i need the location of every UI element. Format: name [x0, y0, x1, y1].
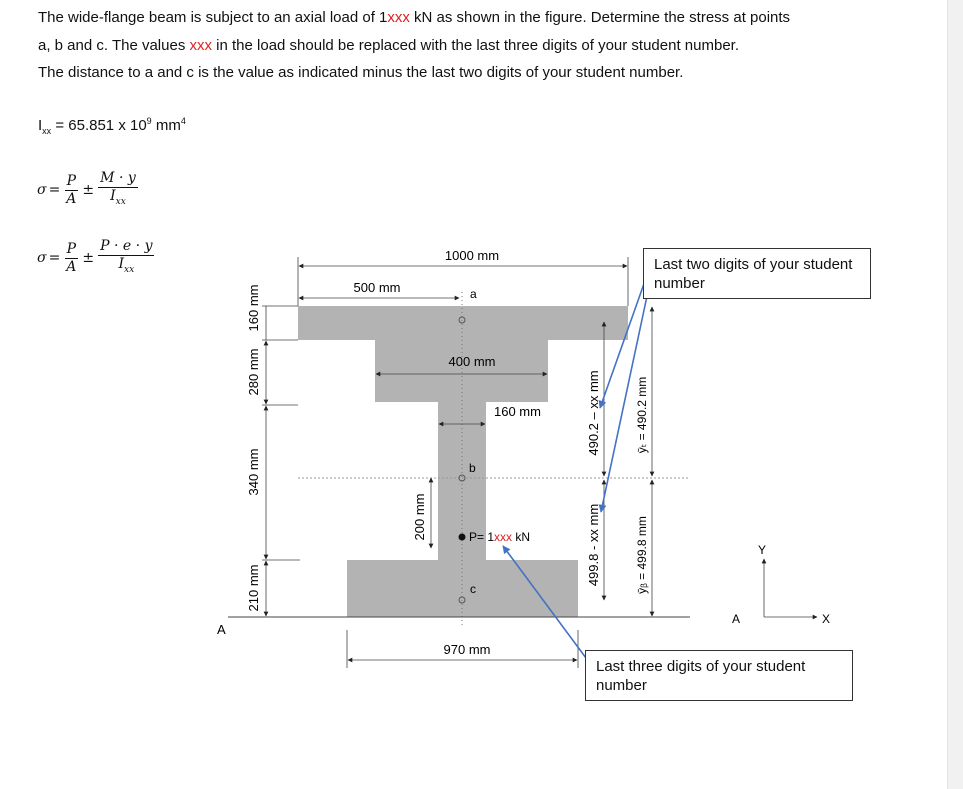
dim-160-left-label: 160 mm [246, 284, 261, 332]
callout-text-three-digits: Last three digits of your student number [596, 658, 806, 694]
point-c-label: c [470, 582, 476, 596]
reference-A-right: A [732, 612, 741, 626]
point-b-label: b [469, 461, 476, 475]
frac-num-p: P [66, 172, 77, 189]
ixx-value: = 65.851 x 10 [51, 117, 147, 134]
callout-box-two-digits [643, 248, 871, 299]
dim-200-label: 200 mm [412, 493, 427, 541]
frac-num-my: M · y [100, 170, 136, 186]
line2-text-b: in the load should be replaced with the last three digits of your student number. [212, 36, 739, 54]
y-axis-label: Y [758, 543, 767, 557]
ixx-sub: xx [42, 126, 52, 136]
frac-num-p: P [66, 240, 77, 257]
point-a-label: a [470, 287, 477, 301]
reference-A-left: A [217, 622, 226, 637]
line2-text-a: a, b and c. The values [38, 36, 190, 54]
dim-160-web-label: 160 mm [494, 404, 541, 419]
ixx-exp: 9 [146, 116, 152, 126]
wide-flange-beam-shape [298, 306, 628, 617]
dim-4998-xx-label: 499.8 - xx mm [586, 503, 601, 587]
ixx-i: I [38, 117, 43, 134]
frac-den-a: A [66, 190, 77, 207]
dim-yt-label: ȳₜ = 490.2 mm [635, 376, 649, 454]
dim-280-label: 280 mm [246, 348, 261, 396]
right-scrollbar-track[interactable] [947, 0, 963, 789]
line2-red-xxx: xxx [189, 36, 212, 54]
dim-500-label: 500 mm [353, 280, 401, 295]
frac-den-a: A [66, 258, 77, 275]
load-label-prefix: P= 1 [469, 530, 495, 544]
dim-4902-xx-label: 490.2 – xx mm [586, 370, 601, 456]
dim-210-label: 210 mm [246, 564, 261, 612]
load-point-marker [459, 534, 466, 541]
load-label-suffix: kN [512, 530, 531, 544]
plus-minus-sign: ± [82, 182, 95, 199]
sigma-symbol: σ [37, 250, 47, 267]
line1-red-xxx: xxx [387, 9, 410, 26]
load-label [469, 530, 530, 544]
callout-text-two-digits: Last two digits of your student number [654, 256, 853, 292]
den-sub: xx [115, 196, 126, 207]
frac-num-pey: P · e · y [100, 238, 153, 254]
line1-text-a: The wide-flange beam is subject to an axial load of 1 [38, 9, 388, 26]
problem-line-3: The distance to a and c is the value as indicated minus the last two digits of your student number. [38, 64, 684, 81]
ixx-unit: mm [151, 117, 181, 134]
load-label-red: xxx [494, 530, 513, 544]
dim-1000-label: 1000 mm [444, 248, 500, 263]
ixx-unit-exp: 4 [180, 116, 186, 126]
dim-400-label: 400 mm [448, 354, 496, 369]
dim-340-label: 340 mm [246, 448, 261, 496]
den-i: I [110, 188, 116, 204]
plus-minus-sign: ± [82, 250, 95, 267]
equals-sign: = [48, 250, 61, 267]
den-i: I [118, 256, 124, 272]
x-axis-label: X [822, 612, 831, 626]
equals-sign: = [48, 182, 61, 199]
callout-box-three-digits [585, 650, 853, 701]
line1-text-b: kN as shown in the figure. Determine the stress at points [409, 9, 791, 26]
den-sub: xx [124, 264, 135, 275]
sigma-symbol: σ [37, 182, 47, 199]
dim-yb-label: ȳᵦ = 499.8 mm [635, 516, 649, 594]
dim-970-label: 970 mm [443, 642, 491, 657]
